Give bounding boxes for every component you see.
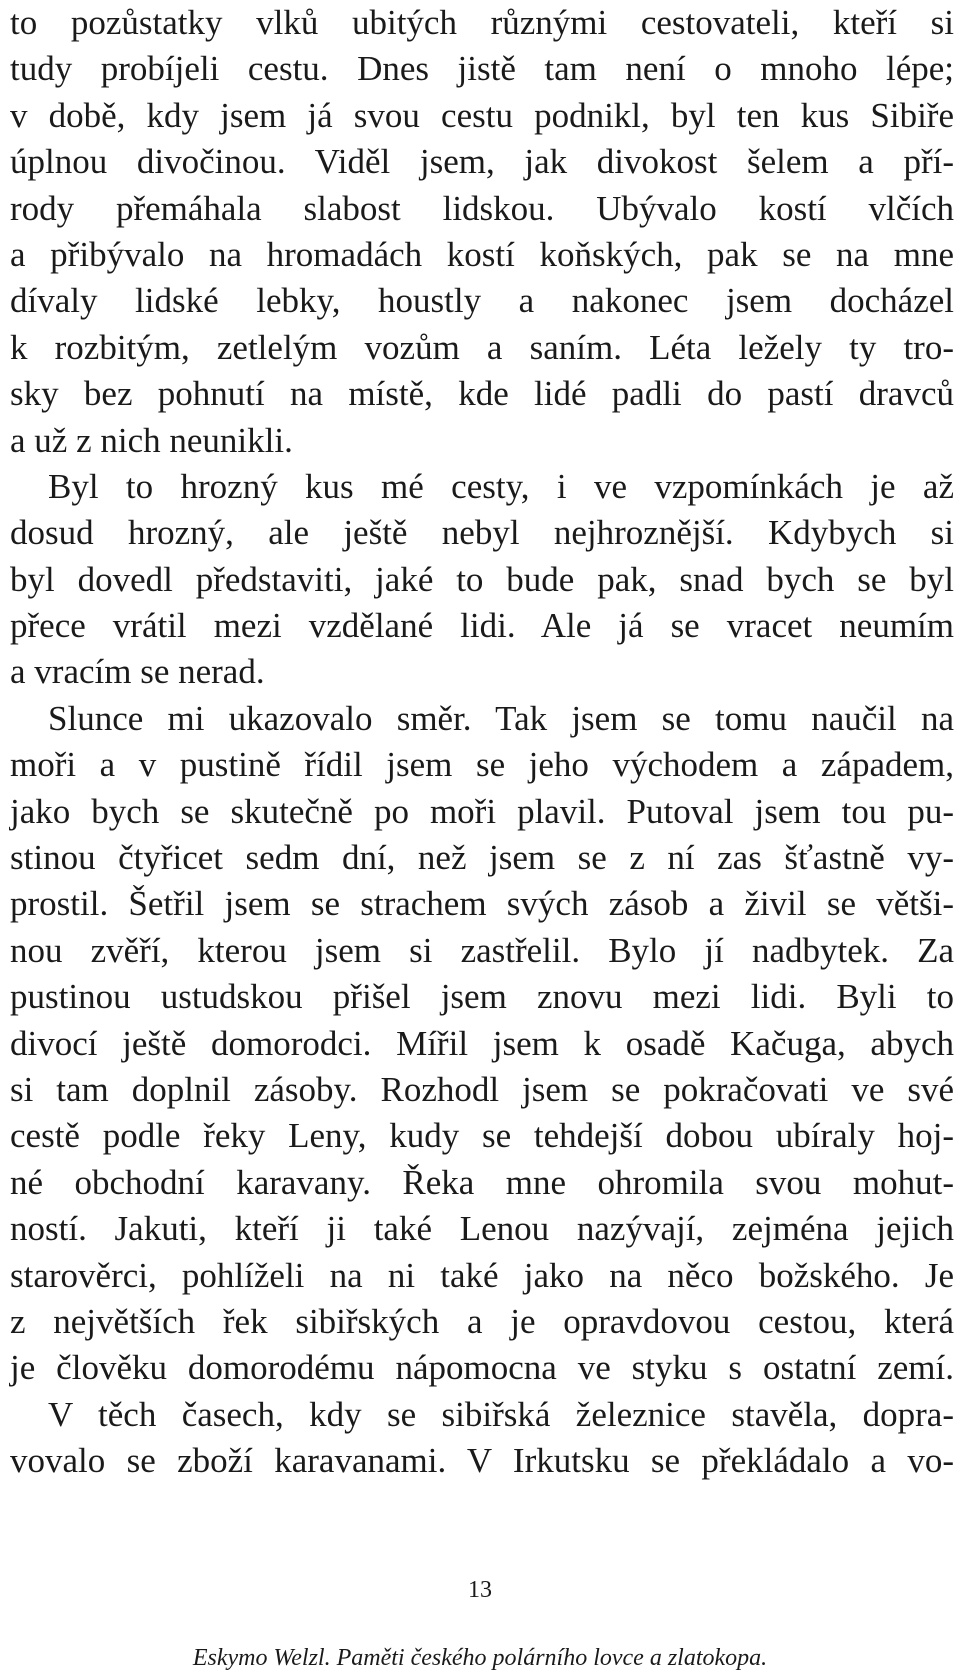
text-line: přece vrátil mezi vzdělané lidi. Ale já se vracet neumím [10, 606, 954, 646]
text-line: dosud hrozný, ale ještě nebyl nejhroznější. Kdybych si [10, 513, 954, 553]
text-line: úplnou divočinou. Viděl jsem, jak divokost šelem a pří- [10, 142, 954, 182]
text-line: starověrci, pohlíželi na ni také jako na něco božského. Je [10, 1255, 954, 1295]
text-line: a přibývalo na hromadách kostí koňských, pak se na mne [10, 234, 954, 274]
text-line: prostil. Šetřil jsem se strachem svých zásob a živil se větši- [10, 884, 954, 924]
text-line: z největších řek sibiřských a je opravdovou cestou, která [10, 1301, 954, 1341]
page-number: 13 [468, 1577, 492, 1603]
text-line: tudy probíjeli cestu. Dnes jistě tam není o mnoho lépe; [10, 49, 954, 89]
text-line: k rozbitým, zetlelým vozům a saním. Léta ležely ty tro- [10, 327, 954, 367]
text-line: to pozůstatky vlků ubitých různými cestovateli, kteří si [10, 3, 954, 42]
text-line: je člověku domorodému nápomocna ve styku s ostatní zemí. [10, 1348, 954, 1388]
text-line: byl dovedl představiti, jaké to bude pak, snad bych se byl [10, 559, 954, 599]
text-line: jako bych se skutečně po moři plavil. Putoval jsem tou pu- [10, 791, 954, 831]
paragraph-start-line: V těch časech, kdy se sibiřská železnice stavěla, dopra- [48, 1394, 954, 1434]
book-title-footer: Eskymo Welzl. Paměti českého polárního lovce a zlatokopa. [192, 1645, 768, 1671]
paragraph-start-line: Byl to hrozný kus mé cesty, i ve vzpomínkách je až [48, 466, 954, 506]
text-line: divocí ještě domorodci. Mířil jsem k osadě Kačuga, abych [10, 1023, 954, 1063]
paragraph-start-line: Slunce mi ukazovalo směr. Tak jsem se tomu naučil na [48, 698, 954, 738]
text-line: rody přemáhala slabost lidskou. Ubývalo kostí vlčích [10, 188, 954, 228]
text-line: si tam doplnil zásoby. Rozhodl jsem se pokračovati ve své [10, 1069, 954, 1109]
text-line: sky bez pohnutí na místě, kde lidé padli do pastí dravců [10, 374, 954, 414]
text-line: v době, kdy jsem já svou cestu podnikl, byl ten kus Sibiře [10, 95, 954, 135]
text-line: né obchodní karavany. Řeka mne ohromila svou mohut- [10, 1162, 954, 1202]
text-line: moři a v pustině řídil jsem se jeho východem a západem, [10, 745, 954, 785]
text-line: dívaly lidské lebky, houstly a nakonec jsem docházel [10, 281, 954, 321]
text-line: pustinou ustudskou přišel jsem znovu mezi lidi. Byli to [10, 977, 954, 1017]
text-line: a už z nich neunikli. [10, 420, 293, 460]
text-line: stinou čtyřicet sedm dní, než jsem se z ní zas šťastně vy- [10, 838, 954, 878]
page-body [10, 0, 954, 1485]
text-line: ností. Jakuti, kteří ji také Lenou nazývají, zejména jejich [10, 1209, 954, 1249]
text-line: nou zvěří, kterou jsem si zastřelil. Bylo jí nadbytek. Za [10, 930, 954, 970]
text-line: vovalo se zboží karavanami. V Irkutsku se překládalo a vo- [10, 1441, 954, 1481]
text-line: a vracím se nerad. [10, 652, 265, 692]
text-line: cestě podle řeky Leny, kudy se tehdejší dobou ubíraly hoj- [10, 1116, 954, 1156]
